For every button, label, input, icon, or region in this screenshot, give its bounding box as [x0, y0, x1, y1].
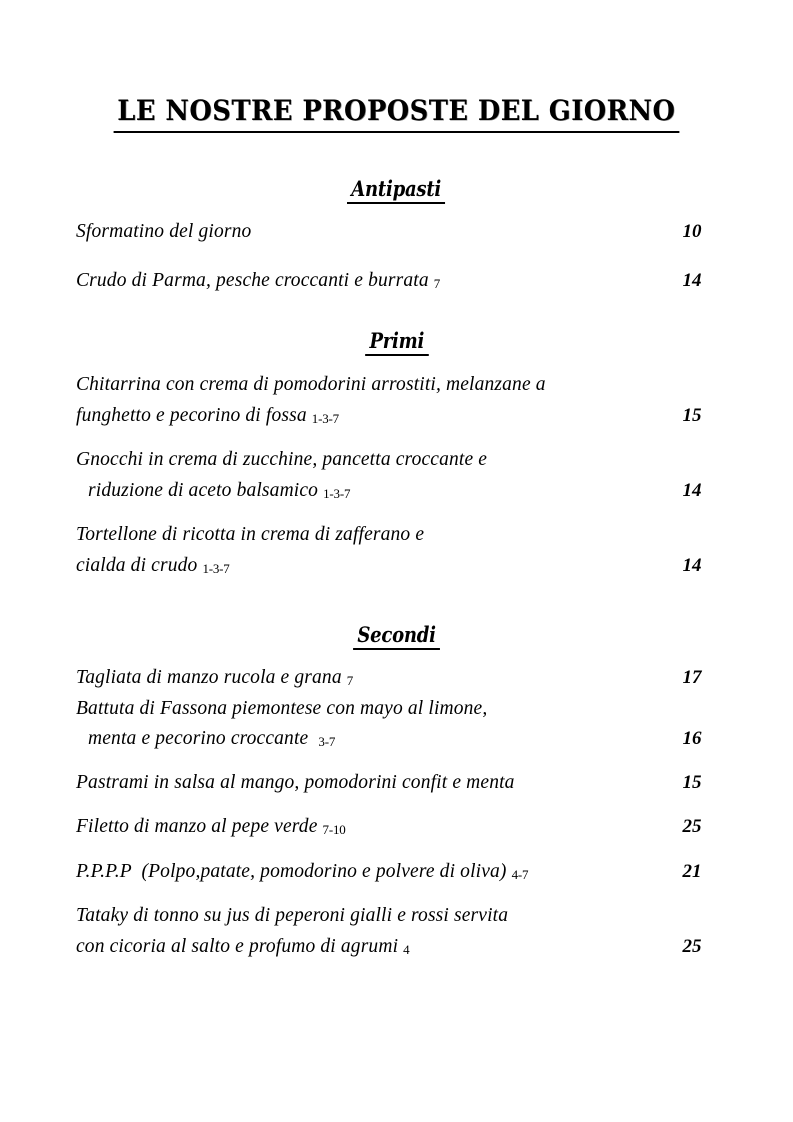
menu-item — [76, 375, 724, 436]
menu-item-line — [76, 375, 724, 406]
menu-item — [76, 222, 724, 253]
menu-item-price: 21 — [682, 860, 702, 882]
menu-item-line — [76, 450, 724, 481]
menu-item-line — [76, 525, 724, 556]
menu-item-price: 16 — [682, 728, 702, 749]
allergen-code: 1-3-7 — [311, 410, 339, 426]
section-heading-secondi — [0, 624, 793, 650]
menu-item-name: Crudo di Parma, pesche croccanti e burrata — [76, 269, 434, 291]
menu-item-price: 14 — [682, 554, 702, 576]
menu-item-line — [76, 729, 724, 760]
menu-item-line — [76, 481, 724, 512]
menu-item-line — [76, 773, 724, 804]
menu-item-price: 15 — [682, 771, 702, 793]
allergen-code: 4 — [403, 941, 410, 957]
menu-item — [76, 773, 724, 804]
allergen-code: 7 — [346, 673, 354, 688]
section-heading-label: Primi — [365, 330, 428, 356]
allergen-code: 1-3-7 — [202, 560, 230, 576]
menu-item-price: 14 — [682, 479, 702, 501]
menu-item-name: Tagliata di manzo rucola e grana — [76, 667, 347, 688]
section-items-primi — [76, 375, 724, 586]
menu-item-name: Pastrami in salsa al mango, pomodorini confit e menta — [76, 771, 515, 793]
menu-item — [76, 699, 724, 760]
allergen-code: 3-7 — [318, 734, 336, 749]
page-title-container — [0, 96, 793, 133]
menu-item-price: 17 — [682, 667, 702, 688]
menu-item-line — [76, 862, 724, 893]
menu-item-line — [76, 699, 724, 730]
menu-item — [76, 668, 724, 699]
allergen-code: 4-7 — [511, 866, 529, 882]
menu-item-line — [76, 406, 724, 437]
menu-item-price: 25 — [682, 816, 702, 837]
menu-item — [76, 862, 724, 893]
menu-item-name: Chitarrina con crema di pomodorini arrostiti, melanzane a — [76, 374, 546, 395]
menu-item-line — [76, 222, 724, 253]
menu-item-price: 25 — [682, 935, 702, 957]
menu-item-line — [76, 271, 724, 302]
menu-item-name: con cicoria al salto e profumo di agrumi — [76, 935, 404, 957]
menu-item-name: Gnocchi in crema di zucchine, pancetta croccante e — [76, 449, 488, 470]
section-heading-antipasti — [0, 178, 793, 204]
menu-item-name: Battuta di Fassona piemontese con mayo al limone, — [76, 697, 488, 719]
page-title: LE NOSTRE PROPOSTE DEL GIORNO — [114, 96, 680, 133]
menu-item-name: Sformatino del giorno — [76, 221, 252, 242]
menu-item-line — [76, 668, 724, 699]
menu-item-line — [76, 817, 724, 848]
menu-item-name: cialda di crudo — [76, 554, 203, 576]
menu-item — [76, 525, 724, 586]
menu-item — [76, 817, 724, 848]
section-heading-primi — [0, 330, 793, 356]
menu-item-price: 10 — [682, 221, 702, 242]
menu-item-name: funghetto e pecorino di fossa — [76, 404, 312, 426]
section-heading-label: Antipasti — [347, 178, 445, 204]
menu-item-line — [76, 937, 724, 968]
menu-item — [76, 450, 724, 511]
menu-item — [76, 906, 724, 967]
section-items-antipasti — [76, 222, 724, 301]
menu-item-name: menta e pecorino croccante — [83, 728, 319, 749]
menu-item-name: Tataky di tonno su jus di peperoni gialli e rossi servita — [76, 905, 509, 926]
menu-item-line — [76, 556, 724, 587]
menu-item — [76, 271, 724, 302]
menu-item-name: riduzione di aceto balsamico — [83, 479, 324, 501]
menu-item-name: Filetto di manzo al pepe verde — [76, 816, 323, 837]
menu-item-name: Tortellone di ricotta in crema di zafferano e — [76, 524, 425, 545]
menu-item-price: 15 — [682, 404, 702, 426]
allergen-code: 7-10 — [322, 822, 346, 837]
section-heading-label: Secondi — [353, 624, 440, 650]
allergen-code: 7 — [433, 275, 441, 291]
menu-item-line — [76, 906, 724, 937]
menu-item-price: 14 — [682, 269, 702, 291]
allergen-code: 1-3-7 — [323, 485, 351, 501]
menu-item-name: P.P.P.P (Polpo,patate, pomodorino e polvere di oliva) — [76, 860, 512, 882]
section-items-secondi — [76, 668, 724, 967]
